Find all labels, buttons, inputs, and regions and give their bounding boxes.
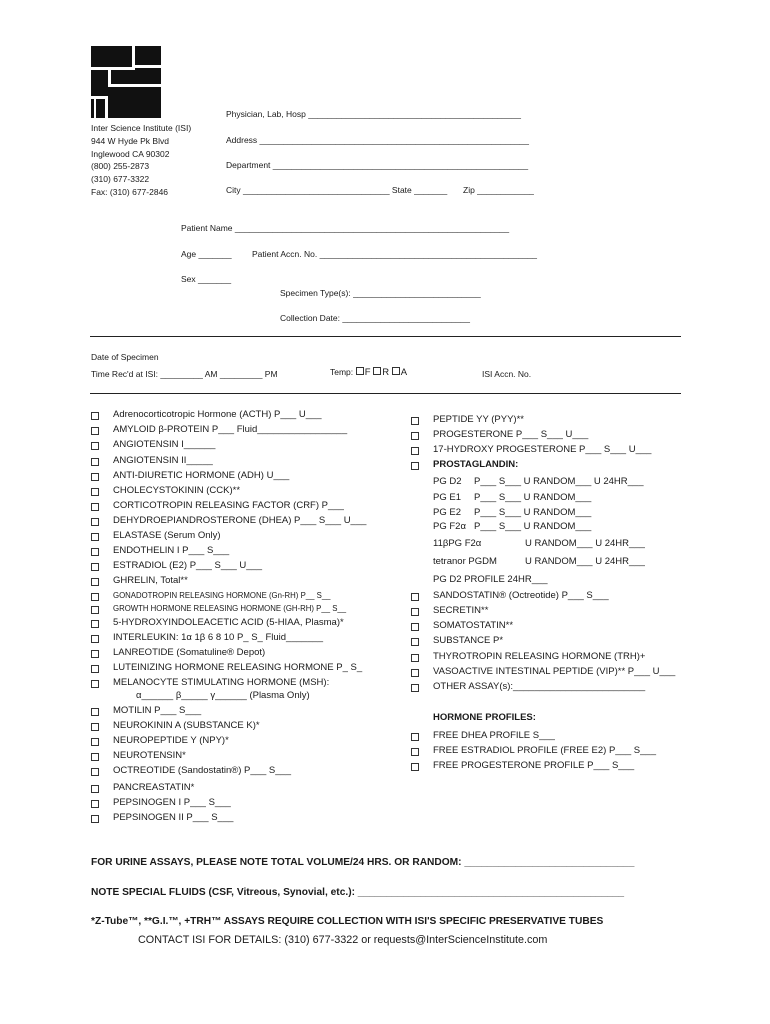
test-checkbox[interactable] bbox=[91, 458, 99, 466]
preservative-tubes-note: *Z-Tube™, **G.I.™, +TRH™ ASSAYS REQUIRE COLLECTION WITH ISI'S SPECIFIC PRESERVATIVE TUBES bbox=[91, 916, 604, 927]
test-label: SOMATOSTATIN** bbox=[433, 620, 514, 631]
temp-label: Temp: bbox=[330, 367, 354, 377]
temp-f-checkbox[interactable] bbox=[356, 367, 364, 375]
test-checkbox[interactable] bbox=[91, 800, 99, 808]
test-checkbox[interactable] bbox=[91, 635, 99, 643]
urine-note[interactable]: FOR URINE ASSAYS, PLEASE NOTE TOTAL VOLUME/24 HRS. OR RANDOM: ______________________________ bbox=[91, 857, 635, 868]
test-label: AMYLOID β-PROTEIN P___ Fluid_________________ bbox=[113, 424, 348, 435]
prostaglandin-name: PG F2α bbox=[433, 521, 466, 532]
temp-options bbox=[330, 367, 407, 378]
test-checkbox[interactable] bbox=[91, 723, 99, 731]
isi-logo bbox=[91, 46, 161, 118]
pgd2-profile[interactable]: PG D2 PROFILE 24HR___ bbox=[433, 574, 548, 585]
temp-f-label: F bbox=[364, 367, 371, 378]
test-label: PROGESTERONE P___ S___ U___ bbox=[433, 429, 589, 440]
collection-date-field[interactable]: Collection Date: ___________________________ bbox=[280, 313, 471, 323]
prostaglandin-name: PG D2 bbox=[433, 476, 462, 487]
test-checkbox[interactable] bbox=[411, 669, 419, 677]
test-checkbox[interactable] bbox=[91, 650, 99, 658]
test-label: 17-HYDROXY PROGESTERONE P___ S___ U___ bbox=[433, 444, 652, 455]
test-label: SECRETIN** bbox=[433, 605, 489, 616]
test-checkbox[interactable] bbox=[91, 563, 99, 571]
test-checkbox[interactable] bbox=[91, 593, 99, 601]
test-label: ENDOTHELIN I P___ S___ bbox=[113, 545, 230, 556]
special-fluids-note[interactable]: NOTE SPECIAL FLUIDS (CSF, Vitreous, Synovial, etc.): _______________________________________________ bbox=[91, 887, 625, 898]
prostaglandin-options[interactable]: P___ S___ U RANDOM___ bbox=[474, 521, 592, 532]
test-label: GROWTH HORMONE RELEASING HORMONE (GH-RH) P__ S__ bbox=[113, 604, 347, 613]
test-label: OTHER ASSAY(s):_________________________ bbox=[433, 681, 646, 692]
test-label: FREE DHEA PROFILE S___ bbox=[433, 730, 555, 741]
test-checkbox[interactable] bbox=[91, 738, 99, 746]
test-checkbox[interactable] bbox=[91, 427, 99, 435]
prostaglandin-options[interactable]: P___ S___ U RANDOM___ bbox=[474, 492, 592, 503]
test-label: PEPTIDE YY (PYY)** bbox=[433, 414, 524, 425]
prostaglandin-options[interactable]: U RANDOM___ U 24HR___ bbox=[525, 538, 645, 549]
time-received-field[interactable]: Time Rec'd at ISI: _________ AM _________ PM bbox=[91, 369, 278, 379]
test-checkbox[interactable] bbox=[91, 665, 99, 673]
prostaglandin-name: PG E2 bbox=[433, 507, 461, 518]
test-checkbox[interactable] bbox=[411, 763, 419, 771]
test-label: MELANOCYTE STIMULATING HORMONE (MSH): bbox=[113, 677, 330, 688]
test-label: SANDOSTATIN® (Octreotide) P___ S___ bbox=[433, 590, 609, 601]
test-checkbox[interactable] bbox=[91, 680, 99, 688]
test-label: VASOACTIVE INTESTINAL PEPTIDE (VIP)** P___ U___ bbox=[433, 666, 676, 677]
prostaglandin-name: PG E1 bbox=[433, 492, 461, 503]
test-label: 5-HYDROXYINDOLEACETIC ACID (5-HIAA, Plasma)* bbox=[113, 617, 344, 628]
divider-middle bbox=[90, 393, 681, 394]
test-label: Adrenocorticotropic Hormone (ACTH) P___ U___ bbox=[113, 409, 322, 420]
msh-subtypes[interactable]: α______ β_____ γ______ (Plasma Only) bbox=[136, 690, 310, 701]
test-checkbox[interactable] bbox=[91, 768, 99, 776]
test-label: CHOLECYSTOKININ (CCK)** bbox=[113, 485, 241, 496]
org-phone2: (310) 677-3322 bbox=[91, 174, 150, 185]
department-field[interactable]: Department ______________________________________________________ bbox=[226, 160, 529, 170]
test-label: PROSTAGLANDIN: bbox=[433, 459, 519, 470]
prostaglandin-options[interactable]: P___ S___ U RANDOM___ bbox=[474, 507, 592, 518]
test-label: ELASTASE (Serum Only) bbox=[113, 530, 221, 541]
temp-r-label: R bbox=[382, 367, 390, 378]
address-field[interactable]: Address _________________________________________________________ bbox=[226, 135, 529, 145]
org-name: Inter Science Institute (ISI) bbox=[91, 123, 192, 133]
test-checkbox[interactable] bbox=[411, 447, 419, 455]
test-label: OCTREOTIDE (Sandostatin®) P___ S___ bbox=[113, 765, 292, 776]
test-label: CORTICOTROPIN RELEASING FACTOR (CRF) P___ bbox=[113, 500, 344, 511]
test-checkbox[interactable] bbox=[411, 654, 419, 662]
test-checkbox[interactable] bbox=[411, 638, 419, 646]
org-fax: Fax: (310) 677-2846 bbox=[91, 186, 169, 197]
test-checkbox[interactable] bbox=[91, 442, 99, 450]
test-label: DEHYDROEPIANDROSTERONE (DHEA) P___ S___ U___ bbox=[113, 515, 367, 526]
city-state-field[interactable]: City _______________________________ State _______ bbox=[226, 185, 448, 195]
test-label: ANTI-DIURETIC HORMONE (ADH) U___ bbox=[113, 470, 290, 481]
test-checkbox[interactable] bbox=[411, 748, 419, 756]
test-label: GONADOTROPIN RELEASING HORMONE (Gn-RH) P__ S__ bbox=[113, 591, 331, 600]
test-checkbox[interactable] bbox=[411, 733, 419, 741]
test-checkbox[interactable] bbox=[411, 608, 419, 616]
test-checkbox[interactable] bbox=[91, 578, 99, 586]
temp-a-label: A bbox=[400, 367, 408, 378]
test-checkbox[interactable] bbox=[91, 533, 99, 541]
isi-accn-label: ISI Accn. No. bbox=[482, 369, 532, 379]
test-label: INTERLEUKIN: 1α 1β 6 8 10 P_ S_ Fluid_______ bbox=[113, 632, 324, 643]
test-label: LUTEINIZING HORMONE RELEASING HORMONE P_ S_ bbox=[113, 662, 363, 673]
patient-name-field[interactable]: Patient Name __________________________________________________________ bbox=[181, 223, 510, 233]
test-label: NEUROPEPTIDE Y (NPY)* bbox=[113, 735, 229, 746]
test-label: ESTRADIOL (E2) P___ S___ U___ bbox=[113, 560, 263, 571]
test-checkbox[interactable] bbox=[91, 488, 99, 496]
test-checkbox[interactable] bbox=[91, 503, 99, 511]
test-label: SUBSTANCE P* bbox=[433, 635, 504, 646]
test-checkbox[interactable] bbox=[91, 815, 99, 823]
test-label: ANGIOTENSIN I______ bbox=[113, 439, 216, 450]
test-checkbox[interactable] bbox=[91, 518, 99, 526]
test-checkbox[interactable] bbox=[411, 623, 419, 631]
prostaglandin-name: 11βPG F2α bbox=[433, 538, 482, 549]
sex-field[interactable]: Sex _______ bbox=[181, 274, 232, 284]
test-checkbox[interactable] bbox=[411, 462, 419, 470]
test-label: PEPSINOGEN II P___ S___ bbox=[113, 812, 234, 823]
prostaglandin-options[interactable]: U RANDOM___ U 24HR___ bbox=[525, 556, 645, 567]
specimen-type-field[interactable]: Specimen Type(s): ___________________________ bbox=[280, 288, 481, 298]
test-checkbox[interactable] bbox=[411, 684, 419, 692]
test-label: NEUROKININ A (SUBSTANCE K)* bbox=[113, 720, 260, 731]
age-field[interactable]: Age _______ bbox=[181, 249, 232, 259]
physician-field[interactable]: Physician, Lab, Hosp _____________________________________________ bbox=[226, 109, 521, 119]
test-label: PANCREASTATIN* bbox=[113, 782, 195, 793]
test-label: FREE ESTRADIOL PROFILE (FREE E2) P___ S___ bbox=[433, 745, 656, 756]
org-street: 944 W Hyde Pk Blvd bbox=[91, 135, 169, 146]
temp-r-checkbox[interactable] bbox=[373, 367, 381, 375]
prostaglandin-options[interactable]: P___ S___ U RANDOM___ U 24HR___ bbox=[474, 476, 644, 487]
test-label: FREE PROGESTERONE PROFILE P___ S___ bbox=[433, 760, 635, 771]
test-label: LANREOTIDE (Somatuline® Depot) bbox=[113, 647, 266, 658]
test-checkbox[interactable] bbox=[411, 593, 419, 601]
test-label: THYROTROPIN RELEASING HORMONE (TRH)+ bbox=[433, 651, 646, 662]
test-checkbox[interactable] bbox=[91, 548, 99, 556]
date-of-specimen-label: Date of Specimen bbox=[91, 352, 159, 362]
org-info bbox=[91, 122, 191, 199]
test-label: ANGIOTENSIN II_____ bbox=[113, 455, 213, 466]
prostaglandin-name: tetranor PGDM bbox=[433, 556, 497, 567]
test-checkbox[interactable] bbox=[91, 606, 99, 614]
org-phone1: (800) 255-2873 bbox=[91, 161, 150, 172]
org-city: Inglewood CA 90302 bbox=[91, 148, 170, 159]
test-checkbox[interactable] bbox=[91, 473, 99, 481]
test-checkbox[interactable] bbox=[91, 412, 99, 420]
test-checkbox[interactable] bbox=[91, 620, 99, 628]
test-label: GHRELIN, Total** bbox=[113, 575, 188, 586]
test-label: NEUROTENSIN* bbox=[113, 750, 186, 761]
test-checkbox[interactable] bbox=[91, 785, 99, 793]
divider-top bbox=[90, 336, 681, 337]
test-label: MOTILIN P___ S___ bbox=[113, 705, 202, 716]
zip-field[interactable]: Zip ____________ bbox=[463, 185, 534, 195]
test-checkbox[interactable] bbox=[411, 417, 419, 425]
temp-a-checkbox[interactable] bbox=[392, 367, 400, 375]
contact-details: CONTACT ISI FOR DETAILS: (310) 677-3322 or requests@InterScienceInstitute.com bbox=[138, 934, 548, 946]
patient-accn-field[interactable]: Patient Accn. No. ______________________________________________ bbox=[252, 249, 538, 259]
test-checkbox[interactable] bbox=[91, 753, 99, 761]
test-checkbox[interactable] bbox=[411, 432, 419, 440]
test-checkbox[interactable] bbox=[91, 708, 99, 716]
hormone-profiles-title: HORMONE PROFILES: bbox=[433, 712, 536, 723]
test-label: PEPSINOGEN I P___ S___ bbox=[113, 797, 231, 808]
